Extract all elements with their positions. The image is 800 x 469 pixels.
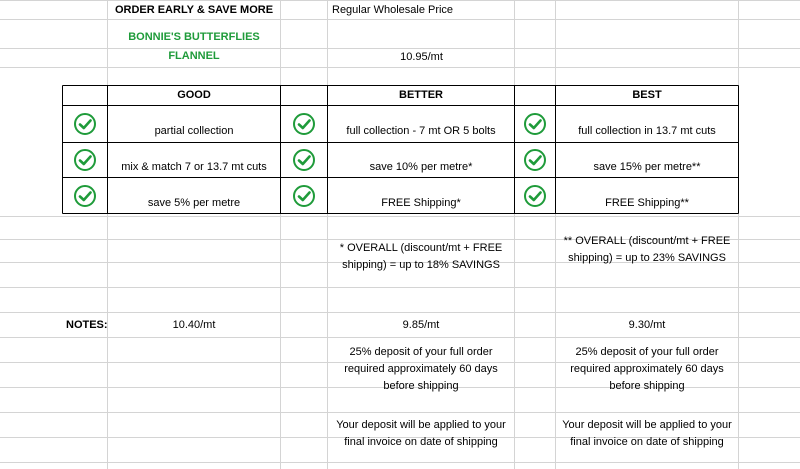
best-check-icon xyxy=(515,178,555,213)
better-feature: full collection - 7 mt OR 5 bolts xyxy=(346,124,496,137)
collection-name: BONNIE'S BUTTERFLIES xyxy=(128,31,260,43)
better-deposit-note: 25% deposit of your full order required approximately 60 days before shipping xyxy=(344,345,498,392)
notes-label: NOTES: xyxy=(66,318,108,331)
collection-type: FLANNEL xyxy=(168,50,220,62)
promo-title: ORDER EARLY & SAVE MORE xyxy=(114,4,274,16)
best-feature: full collection in 13.7 mt cuts xyxy=(578,124,716,137)
good-check-icon xyxy=(63,143,107,177)
tier-good-header: GOOD xyxy=(177,89,211,101)
good-feature: mix & match 7 or 13.7 mt cuts xyxy=(121,161,267,173)
better-feature: save 10% per metre* xyxy=(369,161,473,173)
better-invoice-note: Your deposit will be applied to your final invoice on date of shipping xyxy=(336,419,506,448)
better-check-icon xyxy=(281,178,327,213)
regular-price: 10.95/mt xyxy=(400,51,443,63)
regular-price-label: Regular Wholesale Price xyxy=(332,4,454,16)
best-footnote: ** OVERALL (discount/mt + FREE shipping) = up to 23% SAVINGS xyxy=(563,235,731,264)
better-feature: FREE Shipping* xyxy=(381,197,461,209)
better-price: 9.85/mt xyxy=(402,318,440,331)
best-check-icon xyxy=(515,106,555,142)
good-price: 10.40/mt xyxy=(172,318,216,331)
best-price: 9.30/mt xyxy=(628,318,666,331)
better-footnote: * OVERALL (discount/mt + FREE shipping) = up to 18% SAVINGS xyxy=(339,242,503,271)
good-check-icon xyxy=(63,106,107,142)
good-feature: save 5% per metre xyxy=(147,197,241,209)
best-deposit-note: 25% deposit of your full order required approximately 60 days before shipping xyxy=(570,345,724,392)
good-check-icon xyxy=(63,178,107,213)
better-check-icon xyxy=(281,106,327,142)
better-check-icon xyxy=(281,143,327,177)
good-feature: partial collection xyxy=(154,124,234,137)
best-invoice-note: Your deposit will be applied to your final invoice on date of shipping xyxy=(562,419,732,448)
best-feature: save 15% per metre** xyxy=(593,161,701,173)
tier-better-header: BETTER xyxy=(399,89,443,101)
best-check-icon xyxy=(515,143,555,177)
tier-best-header: BEST xyxy=(632,89,662,101)
best-feature: FREE Shipping** xyxy=(605,197,689,209)
